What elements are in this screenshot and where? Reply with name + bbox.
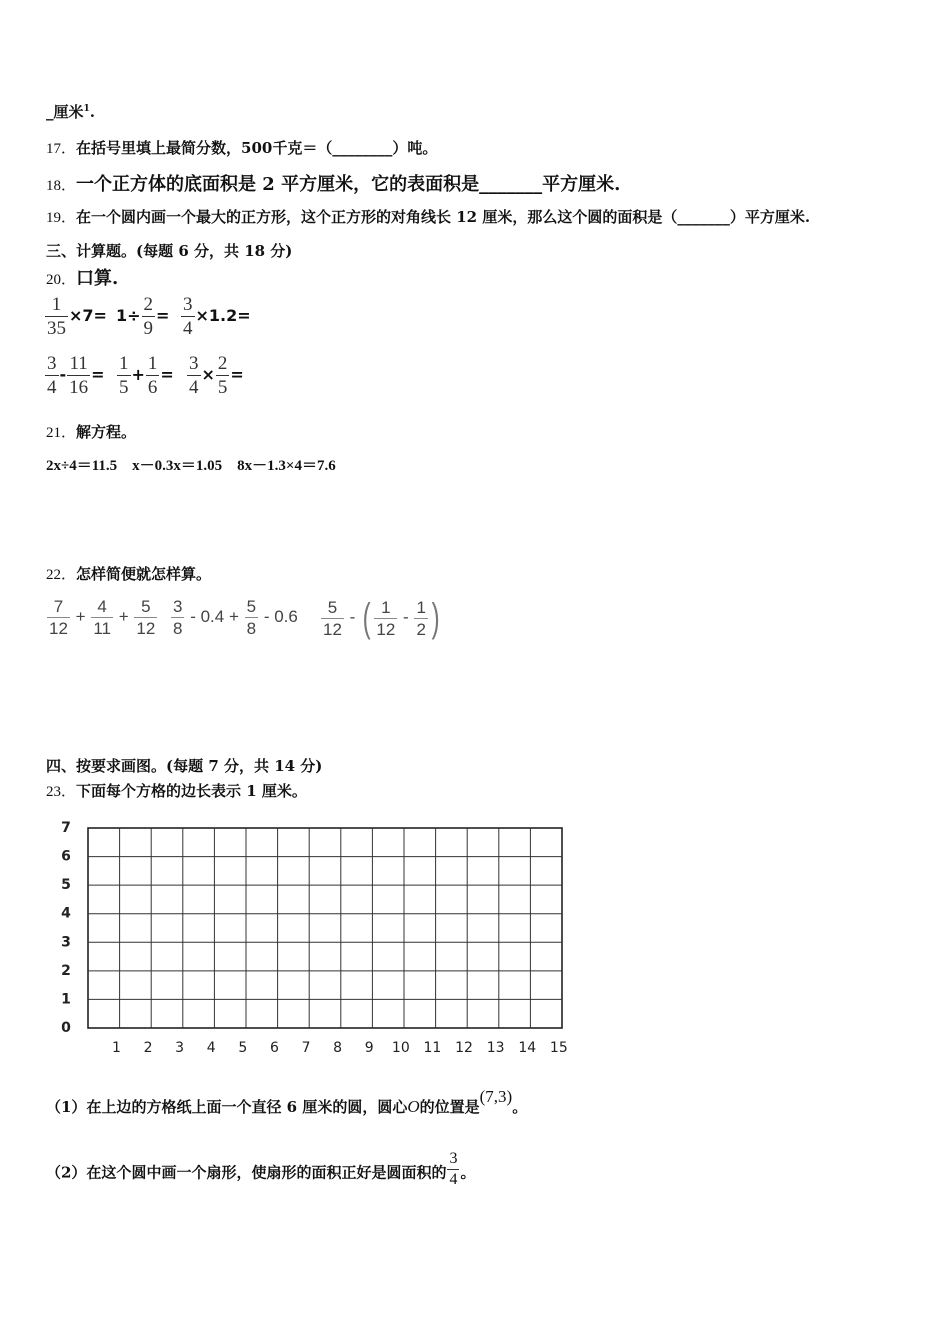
right-paren: ) <box>431 596 440 640</box>
x-axis-label: 13 <box>486 1040 505 1056</box>
oral-expression-2: 1÷ $\frac{2}{9}$ = <box>116 294 170 339</box>
section-3-heading: 三、计算题。(每题 6 分，共 18 分) <box>46 242 293 260</box>
y-axis-label: 6 <box>61 848 71 865</box>
x-axis-label: 14 <box>518 1040 537 1056</box>
y-axis-label: 1 <box>61 991 71 1008</box>
y-axis-label: 3 <box>61 934 71 951</box>
y-axis-label: 4 <box>61 905 71 922</box>
question-23: 23．下面每个方格的边长表示 1 厘米。 <box>46 782 307 800</box>
oral-expression-1: $\frac{1}{35}$ ×7= <box>47 294 107 339</box>
y-axis-label: 5 <box>61 877 71 894</box>
grid-border <box>88 828 562 1028</box>
x-axis-label: 12 <box>455 1040 473 1056</box>
x-axis-label: 3 <box>175 1040 185 1056</box>
simplify-expression-a: $\frac{7}{12}$ + $\frac{4}{11}$ + $\frac{5}{12}$ <box>49 597 156 638</box>
y-axis-label: 2 <box>61 962 71 979</box>
oral-expression-3: $\frac{3}{4}$ ×1.2= <box>183 294 251 339</box>
question-20: 20．口算. <box>46 268 119 289</box>
x-axis-label: 9 <box>364 1040 374 1056</box>
x-axis-label: 8 <box>333 1040 343 1056</box>
y-axis-label: 7 <box>61 820 71 836</box>
q16-tail: _厘米$^1$. <box>46 103 96 121</box>
part-1-instruction: （1）在上边的方格纸上面一个直径 6 厘米的圆，圆心O的位置是(7,3)。 <box>46 1087 528 1116</box>
question-19: 19．在一个圆内画一个最大的正方形，这个正方形的对角线长 12 厘米，那么这个圆的面积是（_______）平方厘米. <box>46 208 811 226</box>
x-axis-label: 7 <box>301 1040 311 1056</box>
oral-expression-4: $\frac{3}{4}$ - $\frac{11}{16}$ = <box>47 353 105 398</box>
section-4-heading: 四、按要求画图。(每题 7 分，共 14 分) <box>46 757 323 775</box>
x-axis-label: 5 <box>238 1040 248 1056</box>
x-axis-label: 15 <box>549 1040 568 1056</box>
question-18: 18．一个正方体的底面积是 2 平方厘米，它的表面积是_______平方厘米. <box>46 174 621 195</box>
x-axis-label: 4 <box>206 1040 216 1056</box>
x-axis-label: 11 <box>423 1040 442 1056</box>
simplify-expression-b: $\frac{3}{8}$ - 0.4 + $\frac{5}{8}$ - 0.6 <box>173 597 298 638</box>
question-21: 21．解方程。 <box>46 423 137 441</box>
x-axis-label: 6 <box>269 1040 279 1056</box>
x-axis-label: 1 <box>111 1040 121 1056</box>
left-paren: ( <box>362 596 371 640</box>
x-axis-label: 2 <box>143 1040 153 1056</box>
simplify-expression-c: $\frac{5}{12}$ - ( $\frac{1}{12}$ - $\frac{1}{2}$ ) <box>323 596 440 640</box>
question-17: 17．在括号里填上最简分数，500千克＝（________）吨。 <box>46 139 438 157</box>
x-axis-label: 10 <box>391 1040 410 1056</box>
part-2-instruction: （2）在这个圆中画一个扇形，使扇形的面积正好是圆面积的 $\frac{3}{4}$ 。 <box>46 1150 476 1188</box>
oral-expression-5: $\frac{1}{5}$ + $\frac{1}{6}$ = <box>119 353 174 398</box>
oral-expression-6: $\frac{3}{4}$ × $\frac{2}{5}$ = <box>189 353 244 398</box>
y-axis-label: 0 <box>61 1020 71 1036</box>
equations-line: 2x÷4＝11.5 x－0.3x＝1.05 8x－1.3×4＝7.6 <box>46 458 336 474</box>
coordinate-grid <box>40 812 580 1062</box>
question-22: 22．怎样简便就怎样算。 <box>46 565 212 583</box>
